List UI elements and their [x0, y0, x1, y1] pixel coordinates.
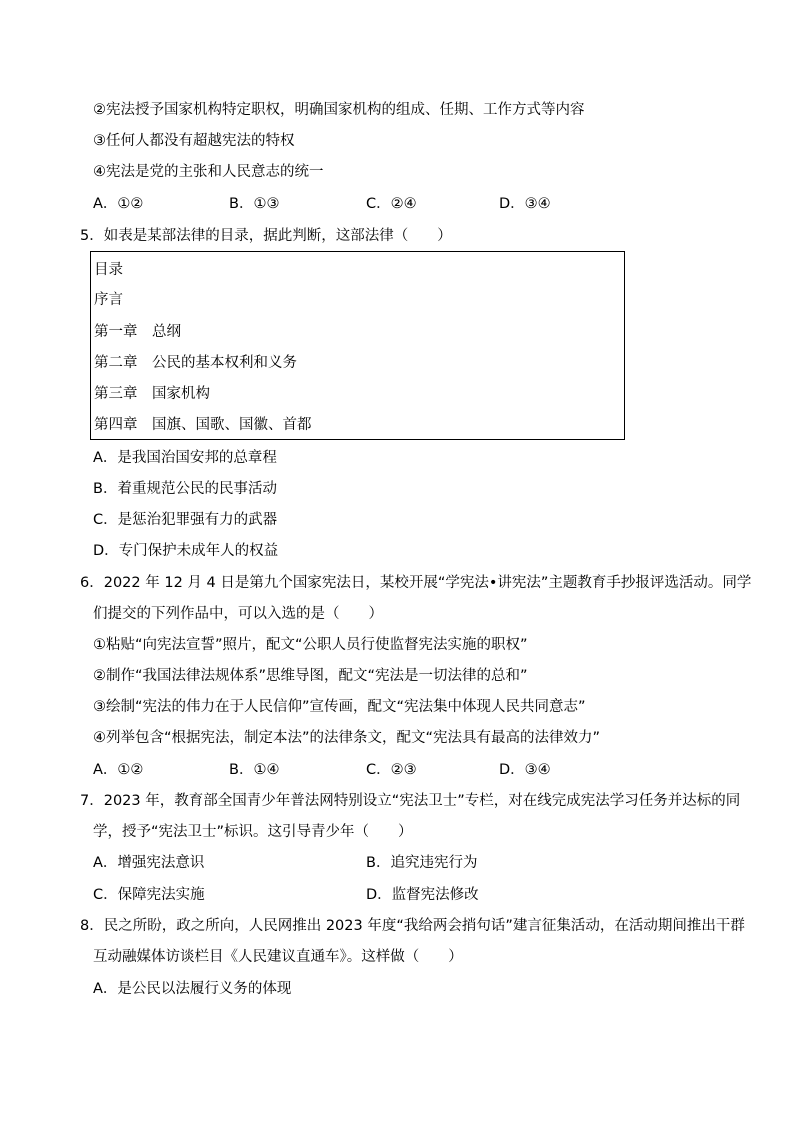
toc-line: 第三章 国家机构 [94, 386, 210, 402]
q6-item-1: ①粘贴“向宪法宣誓”照片，配文“公职人员行使监督宪法实施的职权” [93, 637, 528, 653]
q7-option-d[interactable]: D．监督宪法修改 [366, 887, 479, 903]
q6-option-d[interactable]: D．③④ [499, 762, 551, 778]
q4-option-b[interactable]: B．①③ [229, 196, 280, 212]
q6-stem-line-2: 们提交的下列作品中，可以入选的是（ ） [93, 606, 383, 622]
q6-stem-line-1: 6．2022 年 12 月 4 日是第九个国家宪法日，某校开展“学宪法•讲宪法”主题教育手抄报评选活动。同学 [80, 575, 752, 591]
q5-stem: 5．如表是某部法律的目录，据此判断，这部法律（ ） [80, 228, 452, 244]
q4-item-3: ③任何人都没有超越宪法的特权 [93, 133, 295, 149]
q6-item-3: ③绘制“宪法的伟力在于人民信仰”宣传画，配文“宪法集中体现人民共同意志” [93, 699, 586, 715]
toc-line: 第二章 公民的基本权利和义务 [94, 355, 297, 371]
q5-option-b[interactable]: B．着重规范公民的民事活动 [93, 481, 277, 497]
q5-option-d[interactable]: D．专门保护未成年人的权益 [93, 543, 279, 559]
q4-option-d[interactable]: D．③④ [499, 196, 551, 212]
q8-option-a[interactable]: A．是公民以法履行义务的体现 [93, 981, 292, 997]
q4-option-a[interactable]: A．①② [93, 196, 144, 212]
q5-option-c[interactable]: C．是惩治犯罪强有力的武器 [93, 512, 278, 528]
toc-line: 序言 [94, 292, 123, 308]
q6-option-a[interactable]: A．①② [93, 762, 144, 778]
q6-option-c[interactable]: C．②③ [366, 762, 417, 778]
q7-stem-line-2: 学，授予“宪法卫士”标识。这引导青少年（ ） [93, 824, 413, 840]
toc-line: 第四章 国旗、国歌、国徽、首都 [94, 417, 312, 433]
q8-stem-line-2: 互动融媒体访谈栏目《人民建议直通车》。这样做（ ） [93, 949, 463, 965]
q4-option-c[interactable]: C．②④ [366, 196, 417, 212]
table-of-contents-box [90, 251, 625, 440]
q4-item-4: ④宪法是党的主张和人民意志的统一 [93, 164, 324, 180]
toc-line: 第一章 总纲 [94, 324, 181, 340]
q5-option-a[interactable]: A．是我国治国安邦的总章程 [93, 450, 277, 466]
q6-item-4: ④列举包含“根据宪法，制定本法”的法律条文，配文“宪法具有最高的法律效力” [93, 730, 601, 746]
toc-line: 目录 [94, 262, 123, 278]
q8-stem-line-1: 8．民之所盼，政之所向，人民网推出 2023 年度“我给两会捎句话”建言征集活动，在活动期间推出干群 [80, 918, 745, 934]
q4-item-2: ②宪法授予国家机构特定职权，明确国家机构的组成、任期、工作方式等内容 [93, 102, 585, 118]
q7-stem-line-1: 7．2023 年，教育部全国青少年普法网特别设立“宪法卫士”专栏，对在线完成宪法学习任务并达标的同 [80, 793, 741, 809]
q7-option-b[interactable]: B．追究违宪行为 [366, 855, 478, 871]
q6-option-b[interactable]: B．①④ [229, 762, 280, 778]
q7-option-c[interactable]: C．保障宪法实施 [93, 887, 205, 903]
q6-item-2: ②制作“我国法律法规体系”思维导图，配文“宪法是一切法律的总和” [93, 668, 528, 684]
q7-option-a[interactable]: A．增强宪法意识 [93, 855, 205, 871]
